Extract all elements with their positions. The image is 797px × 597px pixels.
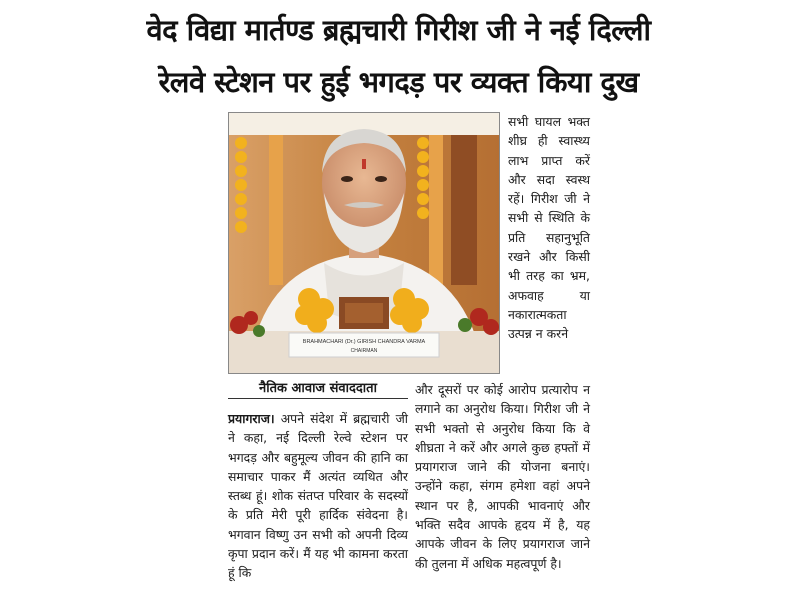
- name-plate-line-2: CHAIRMAN: [350, 348, 378, 354]
- byline-divider: [228, 398, 408, 399]
- article-column-right: [508, 112, 590, 344]
- dateline: प्रयागराज।: [228, 411, 275, 426]
- photo-illustration: [229, 113, 499, 373]
- article-column-middle: [415, 380, 590, 573]
- name-plate-line-1: BRAHMACHARI (Dr.) GIRISH CHANDRA VARMA: [302, 339, 426, 345]
- article-right-text: सभी घायल भक्त शीघ्र ही स्वास्थ्य लाभ प्राप्त करें और सदा स्वस्थ रहें। गिरीश जी ने सभी से स्थिति के प्रति सहानुभूति रखने और किसी भी तरह का भ्रम, अफवाह या नकारात्मकता उत्पन्न न करने: [508, 114, 590, 342]
- headline-line-2: रेलवे स्टेशन पर हुई भगदड़ पर व्यक्त किया दुख: [158, 65, 639, 99]
- article-column-left: [228, 409, 408, 583]
- article-middle-text: और दूसरों पर कोई आरोप प्रत्यारोप न लगाने का अनुरोध किया। गिरीश जी ने सभी भक्तो से अनुरोध किया कि वे शीघ्रता ने करें और अगले कुछ हफ्तों में प्रयागराज जाने की योजना बनाएं। उन्होंने कहा, संगम हमेशा वहां अपने स्थान पर है, आपकी भावनाएं और भक्ति सदैव आपके हृदय में है, यह आपके जीवन के लिए प्रयागराज जाने की तुलना में अधिक महत्वपूर्ण है।: [415, 382, 590, 571]
- article-left-text: अपने संदेश में ब्रह्मचारी जी ने कहा, नई दिल्ली रेल्वे स्टेशन पर भगदड़ और बहुमूल्य जीवन की हानि का समाचार पाकर मैं अत्यंत व्यथित और स्तब्ध हूं। शोक संतप्त परिवार के सदस्यों के प्रति मेरी पूरी हार्दिक संवेदना है। भगवान विष्णु उन सभी को अपनी दिव्य कृपा प्रदान करें। मैं यह भी कामना करता हूं कि: [228, 411, 408, 581]
- article-photo: [228, 112, 500, 374]
- headline-line-1: वेद विद्या मार्तण्ड ब्रह्मचारी गिरीश जी ने नई दिल्ली: [146, 13, 651, 47]
- byline: नैतिक आवाज संवाददाता: [259, 381, 377, 396]
